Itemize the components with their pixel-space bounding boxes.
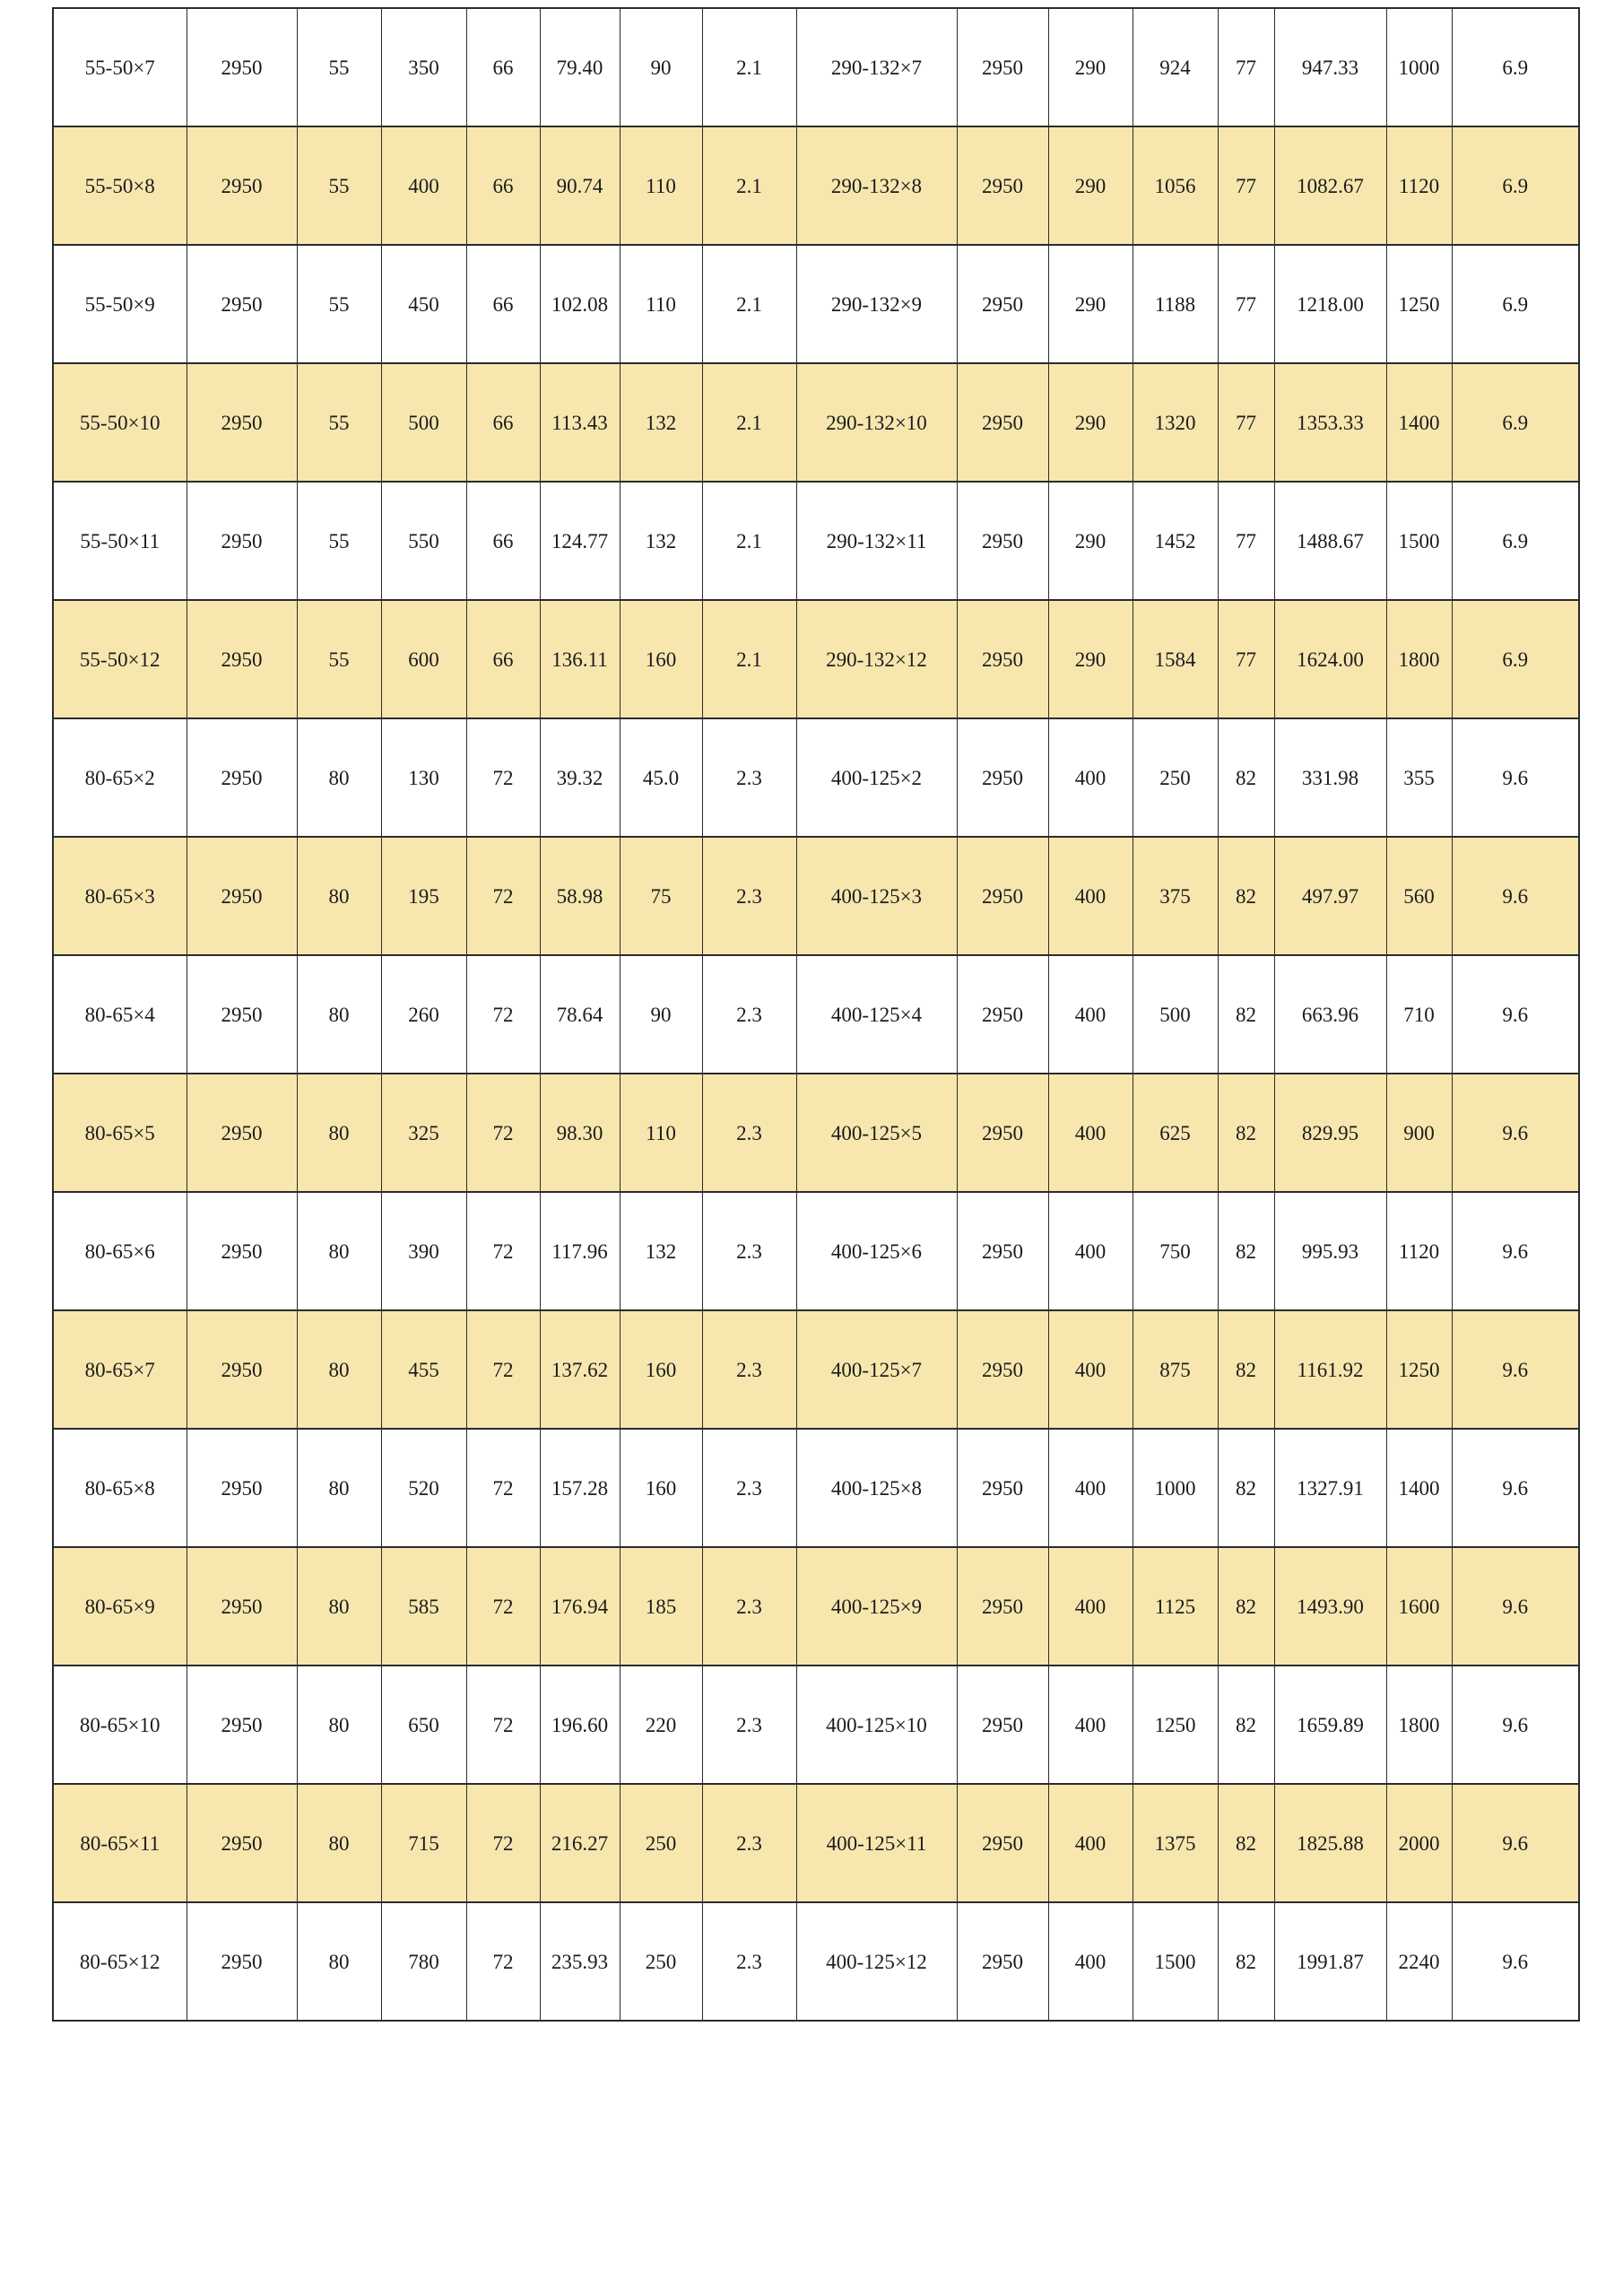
table-cell: 90.74 xyxy=(540,126,620,245)
table-cell: 2950 xyxy=(187,1665,297,1784)
table-cell: 390 xyxy=(381,1192,466,1310)
table-cell: 2950 xyxy=(187,837,297,955)
table-cell: 79.40 xyxy=(540,8,620,126)
table-cell: 2.3 xyxy=(702,1192,796,1310)
table-cell: 2950 xyxy=(957,955,1048,1074)
table-cell: 6.9 xyxy=(1452,245,1579,363)
table-cell: 39.32 xyxy=(540,718,620,837)
table-cell: 290 xyxy=(1048,482,1133,600)
table-cell: 625 xyxy=(1133,1074,1218,1192)
table-cell: 2950 xyxy=(187,1310,297,1429)
table-cell: 2950 xyxy=(187,1784,297,1902)
table-cell: 58.98 xyxy=(540,837,620,955)
table-cell: 82 xyxy=(1218,1784,1274,1902)
table-cell: 400 xyxy=(1048,1902,1133,2021)
table-cell: 400-125×5 xyxy=(796,1074,957,1192)
table-cell: 500 xyxy=(381,363,466,482)
table-cell: 1353.33 xyxy=(1274,363,1386,482)
table-cell: 1000 xyxy=(1386,8,1452,126)
table-cell: 72 xyxy=(466,1902,540,2021)
table-cell: 1188 xyxy=(1133,245,1218,363)
table-cell: 663.96 xyxy=(1274,955,1386,1074)
table-cell: 55 xyxy=(297,482,381,600)
table-cell: 9.6 xyxy=(1452,1429,1579,1547)
table-cell: 80-65×9 xyxy=(53,1547,187,1665)
table-cell: 77 xyxy=(1218,600,1274,718)
table-cell: 6.9 xyxy=(1452,482,1579,600)
table-cell: 1250 xyxy=(1386,1310,1452,1429)
table-cell: 1584 xyxy=(1133,600,1218,718)
table-cell: 82 xyxy=(1218,837,1274,955)
table-cell: 80 xyxy=(297,1192,381,1310)
table-cell: 72 xyxy=(466,1192,540,1310)
table-cell: 113.43 xyxy=(540,363,620,482)
table-cell: 2.3 xyxy=(702,1784,796,1902)
table-cell: 80 xyxy=(297,1429,381,1547)
table-cell: 1000 xyxy=(1133,1429,1218,1547)
table-cell: 400-125×4 xyxy=(796,955,957,1074)
table-cell: 290-132×11 xyxy=(796,482,957,600)
table-cell: 110 xyxy=(620,126,702,245)
table-cell: 80 xyxy=(297,837,381,955)
table-cell: 1488.67 xyxy=(1274,482,1386,600)
table-row xyxy=(53,1902,1579,2021)
spec-table-page xyxy=(52,7,1580,2022)
table-cell: 2.3 xyxy=(702,955,796,1074)
table-cell: 2.3 xyxy=(702,1074,796,1192)
table-cell: 136.11 xyxy=(540,600,620,718)
table-cell: 1800 xyxy=(1386,600,1452,718)
table-cell: 66 xyxy=(466,482,540,600)
table-cell: 2000 xyxy=(1386,1784,1452,1902)
table-cell: 400 xyxy=(381,126,466,245)
table-cell: 2.3 xyxy=(702,837,796,955)
table-cell: 80-65×6 xyxy=(53,1192,187,1310)
table-cell: 9.6 xyxy=(1452,1665,1579,1784)
table-cell: 2950 xyxy=(187,245,297,363)
table-cell: 400 xyxy=(1048,1665,1133,1784)
table-cell: 80-65×2 xyxy=(53,718,187,837)
table-cell: 1400 xyxy=(1386,363,1452,482)
table-cell: 80-65×8 xyxy=(53,1429,187,1547)
table-cell: 55-50×9 xyxy=(53,245,187,363)
table-cell: 2950 xyxy=(957,600,1048,718)
table-cell: 829.95 xyxy=(1274,1074,1386,1192)
table-cell: 185 xyxy=(620,1547,702,1665)
table-cell: 290-132×12 xyxy=(796,600,957,718)
table-cell: 80-65×5 xyxy=(53,1074,187,1192)
table-cell: 2.3 xyxy=(702,1902,796,2021)
table-cell: 260 xyxy=(381,955,466,1074)
table-cell: 117.96 xyxy=(540,1192,620,1310)
table-cell: 290 xyxy=(1048,8,1133,126)
table-row xyxy=(53,955,1579,1074)
table-cell: 355 xyxy=(1386,718,1452,837)
table-cell: 66 xyxy=(466,600,540,718)
table-cell: 72 xyxy=(466,1784,540,1902)
table-cell: 250 xyxy=(620,1784,702,1902)
table-cell: 2950 xyxy=(187,1547,297,1665)
table-cell: 250 xyxy=(1133,718,1218,837)
table-row xyxy=(53,600,1579,718)
table-cell: 290 xyxy=(1048,245,1133,363)
table-cell: 400 xyxy=(1048,837,1133,955)
table-cell: 995.93 xyxy=(1274,1192,1386,1310)
table-cell: 2950 xyxy=(957,482,1048,600)
table-cell: 1493.90 xyxy=(1274,1547,1386,1665)
table-row xyxy=(53,1547,1579,1665)
table-cell: 400 xyxy=(1048,718,1133,837)
table-cell: 1624.00 xyxy=(1274,600,1386,718)
table-cell: 290-132×10 xyxy=(796,363,957,482)
table-cell: 176.94 xyxy=(540,1547,620,1665)
table-cell: 1800 xyxy=(1386,1665,1452,1784)
table-cell: 80-65×10 xyxy=(53,1665,187,1784)
table-cell: 77 xyxy=(1218,482,1274,600)
table-cell: 900 xyxy=(1386,1074,1452,1192)
table-cell: 750 xyxy=(1133,1192,1218,1310)
table-cell: 195 xyxy=(381,837,466,955)
table-cell: 2950 xyxy=(957,1665,1048,1784)
table-cell: 55 xyxy=(297,8,381,126)
table-cell: 710 xyxy=(1386,955,1452,1074)
table-cell: 520 xyxy=(381,1429,466,1547)
table-cell: 2950 xyxy=(957,1074,1048,1192)
table-cell: 1825.88 xyxy=(1274,1784,1386,1902)
table-cell: 2950 xyxy=(957,1310,1048,1429)
table-cell: 500 xyxy=(1133,955,1218,1074)
table-cell: 1218.00 xyxy=(1274,245,1386,363)
table-cell: 72 xyxy=(466,1429,540,1547)
table-cell: 2.1 xyxy=(702,126,796,245)
table-cell: 130 xyxy=(381,718,466,837)
table-cell: 400 xyxy=(1048,1074,1133,1192)
table-cell: 400 xyxy=(1048,1310,1133,1429)
table-cell: 560 xyxy=(1386,837,1452,955)
table-row xyxy=(53,837,1579,955)
table-cell: 2950 xyxy=(187,955,297,1074)
table-cell: 2950 xyxy=(187,1429,297,1547)
table-cell: 290-132×9 xyxy=(796,245,957,363)
table-cell: 45.0 xyxy=(620,718,702,837)
table-cell: 6.9 xyxy=(1452,600,1579,718)
table-cell: 90 xyxy=(620,8,702,126)
table-cell: 250 xyxy=(620,1902,702,2021)
table-cell: 2.1 xyxy=(702,600,796,718)
table-cell: 2.3 xyxy=(702,1310,796,1429)
table-cell: 2950 xyxy=(957,837,1048,955)
table-cell: 137.62 xyxy=(540,1310,620,1429)
table-cell: 80 xyxy=(297,1310,381,1429)
table-cell: 9.6 xyxy=(1452,955,1579,1074)
table-cell: 2.1 xyxy=(702,363,796,482)
table-cell: 82 xyxy=(1218,1310,1274,1429)
table-cell: 72 xyxy=(466,1310,540,1429)
table-cell: 290-132×8 xyxy=(796,126,957,245)
table-cell: 1500 xyxy=(1133,1902,1218,2021)
table-cell: 80-65×4 xyxy=(53,955,187,1074)
table-cell: 77 xyxy=(1218,363,1274,482)
table-cell: 82 xyxy=(1218,1192,1274,1310)
table-cell: 72 xyxy=(466,955,540,1074)
table-cell: 80-65×12 xyxy=(53,1902,187,2021)
table-cell: 2950 xyxy=(187,126,297,245)
table-row xyxy=(53,1784,1579,1902)
table-cell: 585 xyxy=(381,1547,466,1665)
table-cell: 1500 xyxy=(1386,482,1452,600)
table-cell: 1125 xyxy=(1133,1547,1218,1665)
table-cell: 400-125×6 xyxy=(796,1192,957,1310)
table-cell: 2.1 xyxy=(702,482,796,600)
table-cell: 55-50×10 xyxy=(53,363,187,482)
table-cell: 400 xyxy=(1048,1547,1133,1665)
table-cell: 72 xyxy=(466,1547,540,1665)
table-cell: 55-50×7 xyxy=(53,8,187,126)
table-cell: 78.64 xyxy=(540,955,620,1074)
table-cell: 1056 xyxy=(1133,126,1218,245)
table-cell: 455 xyxy=(381,1310,466,1429)
table-cell: 82 xyxy=(1218,1665,1274,1784)
table-cell: 1327.91 xyxy=(1274,1429,1386,1547)
table-cell: 2950 xyxy=(187,1074,297,1192)
table-cell: 90 xyxy=(620,955,702,1074)
table-cell: 55-50×12 xyxy=(53,600,187,718)
table-cell: 400 xyxy=(1048,1192,1133,1310)
table-cell: 82 xyxy=(1218,1429,1274,1547)
table-cell: 132 xyxy=(620,482,702,600)
table-cell: 80 xyxy=(297,1074,381,1192)
table-cell: 80 xyxy=(297,955,381,1074)
table-cell: 55 xyxy=(297,363,381,482)
table-cell: 9.6 xyxy=(1452,1784,1579,1902)
table-cell: 2950 xyxy=(187,482,297,600)
table-cell: 55 xyxy=(297,245,381,363)
table-cell: 66 xyxy=(466,363,540,482)
table-cell: 98.30 xyxy=(540,1074,620,1192)
table-cell: 2.1 xyxy=(702,245,796,363)
table-row xyxy=(53,1429,1579,1547)
table-cell: 350 xyxy=(381,8,466,126)
table-cell: 2950 xyxy=(957,8,1048,126)
table-cell: 72 xyxy=(466,718,540,837)
table-cell: 2950 xyxy=(957,245,1048,363)
table-cell: 1452 xyxy=(1133,482,1218,600)
table-cell: 400-125×11 xyxy=(796,1784,957,1902)
table-cell: 1161.92 xyxy=(1274,1310,1386,1429)
table-cell: 220 xyxy=(620,1665,702,1784)
table-cell: 780 xyxy=(381,1902,466,2021)
table-row xyxy=(53,363,1579,482)
table-cell: 75 xyxy=(620,837,702,955)
table-cell: 80 xyxy=(297,1665,381,1784)
table-cell: 1250 xyxy=(1386,245,1452,363)
table-cell: 947.33 xyxy=(1274,8,1386,126)
table-cell: 2.3 xyxy=(702,718,796,837)
table-cell: 2950 xyxy=(957,1429,1048,1547)
table-cell: 132 xyxy=(620,363,702,482)
table-row xyxy=(53,1192,1579,1310)
table-cell: 6.9 xyxy=(1452,363,1579,482)
table-cell: 450 xyxy=(381,245,466,363)
table-row xyxy=(53,126,1579,245)
table-cell: 290-132×7 xyxy=(796,8,957,126)
table-row xyxy=(53,482,1579,600)
table-cell: 55 xyxy=(297,126,381,245)
table-cell: 497.97 xyxy=(1274,837,1386,955)
table-cell: 375 xyxy=(1133,837,1218,955)
table-cell: 9.6 xyxy=(1452,718,1579,837)
table-cell: 72 xyxy=(466,1665,540,1784)
table-cell: 124.77 xyxy=(540,482,620,600)
table-cell: 160 xyxy=(620,600,702,718)
table-cell: 2.3 xyxy=(702,1429,796,1547)
table-cell: 9.6 xyxy=(1452,1310,1579,1429)
table-cell: 160 xyxy=(620,1310,702,1429)
table-cell: 400 xyxy=(1048,1429,1133,1547)
table-cell: 650 xyxy=(381,1665,466,1784)
table-cell: 82 xyxy=(1218,1074,1274,1192)
table-cell: 1120 xyxy=(1386,126,1452,245)
table-cell: 1082.67 xyxy=(1274,126,1386,245)
table-cell: 400-125×3 xyxy=(796,837,957,955)
table-cell: 2950 xyxy=(187,600,297,718)
table-cell: 80-65×3 xyxy=(53,837,187,955)
table-cell: 6.9 xyxy=(1452,126,1579,245)
table-cell: 2240 xyxy=(1386,1902,1452,2021)
table-cell: 400-125×8 xyxy=(796,1429,957,1547)
table-cell: 400-125×7 xyxy=(796,1310,957,1429)
table-cell: 1250 xyxy=(1133,1665,1218,1784)
table-cell: 9.6 xyxy=(1452,1074,1579,1192)
table-cell: 77 xyxy=(1218,126,1274,245)
table-cell: 102.08 xyxy=(540,245,620,363)
table-cell: 400 xyxy=(1048,1784,1133,1902)
table-cell: 875 xyxy=(1133,1310,1218,1429)
table-cell: 2950 xyxy=(187,363,297,482)
pump-spec-table xyxy=(52,7,1580,2022)
table-cell: 715 xyxy=(381,1784,466,1902)
table-cell: 72 xyxy=(466,1074,540,1192)
table-cell: 80-65×11 xyxy=(53,1784,187,1902)
table-row xyxy=(53,1665,1579,1784)
table-cell: 1991.87 xyxy=(1274,1902,1386,2021)
table-cell: 290 xyxy=(1048,363,1133,482)
table-cell: 2.1 xyxy=(702,8,796,126)
table-cell: 9.6 xyxy=(1452,837,1579,955)
table-cell: 400 xyxy=(1048,955,1133,1074)
table-cell: 110 xyxy=(620,245,702,363)
table-cell: 290 xyxy=(1048,126,1133,245)
table-cell: 400-125×2 xyxy=(796,718,957,837)
table-cell: 160 xyxy=(620,1429,702,1547)
table-cell: 2.3 xyxy=(702,1665,796,1784)
table-cell: 2950 xyxy=(957,1547,1048,1665)
table-cell: 196.60 xyxy=(540,1665,620,1784)
table-cell: 2950 xyxy=(187,1902,297,2021)
table-cell: 1600 xyxy=(1386,1547,1452,1665)
table-cell: 290 xyxy=(1048,600,1133,718)
table-cell: 55-50×11 xyxy=(53,482,187,600)
table-cell: 9.6 xyxy=(1452,1192,1579,1310)
table-cell: 331.98 xyxy=(1274,718,1386,837)
table-cell: 66 xyxy=(466,245,540,363)
table-cell: 66 xyxy=(466,8,540,126)
table-cell: 82 xyxy=(1218,1902,1274,2021)
table-cell: 80 xyxy=(297,1547,381,1665)
table-cell: 400-125×12 xyxy=(796,1902,957,2021)
table-cell: 82 xyxy=(1218,1547,1274,1665)
table-cell: 9.6 xyxy=(1452,1902,1579,2021)
table-cell: 235.93 xyxy=(540,1902,620,2021)
table-row xyxy=(53,718,1579,837)
table-cell: 55-50×8 xyxy=(53,126,187,245)
table-cell: 82 xyxy=(1218,718,1274,837)
table-cell: 400-125×10 xyxy=(796,1665,957,1784)
table-cell: 216.27 xyxy=(540,1784,620,1902)
table-cell: 157.28 xyxy=(540,1429,620,1547)
table-cell: 9.6 xyxy=(1452,1547,1579,1665)
table-cell: 2950 xyxy=(957,1784,1048,1902)
table-row xyxy=(53,1310,1579,1429)
table-cell: 82 xyxy=(1218,955,1274,1074)
table-cell: 2950 xyxy=(957,718,1048,837)
table-row xyxy=(53,245,1579,363)
table-cell: 110 xyxy=(620,1074,702,1192)
table-cell: 1659.89 xyxy=(1274,1665,1386,1784)
table-cell: 77 xyxy=(1218,245,1274,363)
table-body xyxy=(53,8,1579,2021)
table-cell: 77 xyxy=(1218,8,1274,126)
table-row xyxy=(53,8,1579,126)
table-cell: 72 xyxy=(466,837,540,955)
table-cell: 1375 xyxy=(1133,1784,1218,1902)
table-cell: 2950 xyxy=(187,8,297,126)
table-cell: 550 xyxy=(381,482,466,600)
table-cell: 55 xyxy=(297,600,381,718)
table-cell: 2950 xyxy=(957,1902,1048,2021)
table-cell: 2950 xyxy=(187,1192,297,1310)
table-cell: 2950 xyxy=(187,718,297,837)
table-row xyxy=(53,1074,1579,1192)
table-cell: 1120 xyxy=(1386,1192,1452,1310)
table-cell: 80 xyxy=(297,1902,381,2021)
table-cell: 924 xyxy=(1133,8,1218,126)
table-cell: 80 xyxy=(297,1784,381,1902)
table-cell: 80 xyxy=(297,718,381,837)
table-cell: 2950 xyxy=(957,126,1048,245)
table-cell: 325 xyxy=(381,1074,466,1192)
table-cell: 2950 xyxy=(957,1192,1048,1310)
table-cell: 80-65×7 xyxy=(53,1310,187,1429)
table-cell: 6.9 xyxy=(1452,8,1579,126)
table-cell: 2.3 xyxy=(702,1547,796,1665)
table-cell: 132 xyxy=(620,1192,702,1310)
table-cell: 2950 xyxy=(957,363,1048,482)
table-cell: 400-125×9 xyxy=(796,1547,957,1665)
table-cell: 66 xyxy=(466,126,540,245)
table-cell: 1400 xyxy=(1386,1429,1452,1547)
table-cell: 1320 xyxy=(1133,363,1218,482)
table-cell: 600 xyxy=(381,600,466,718)
